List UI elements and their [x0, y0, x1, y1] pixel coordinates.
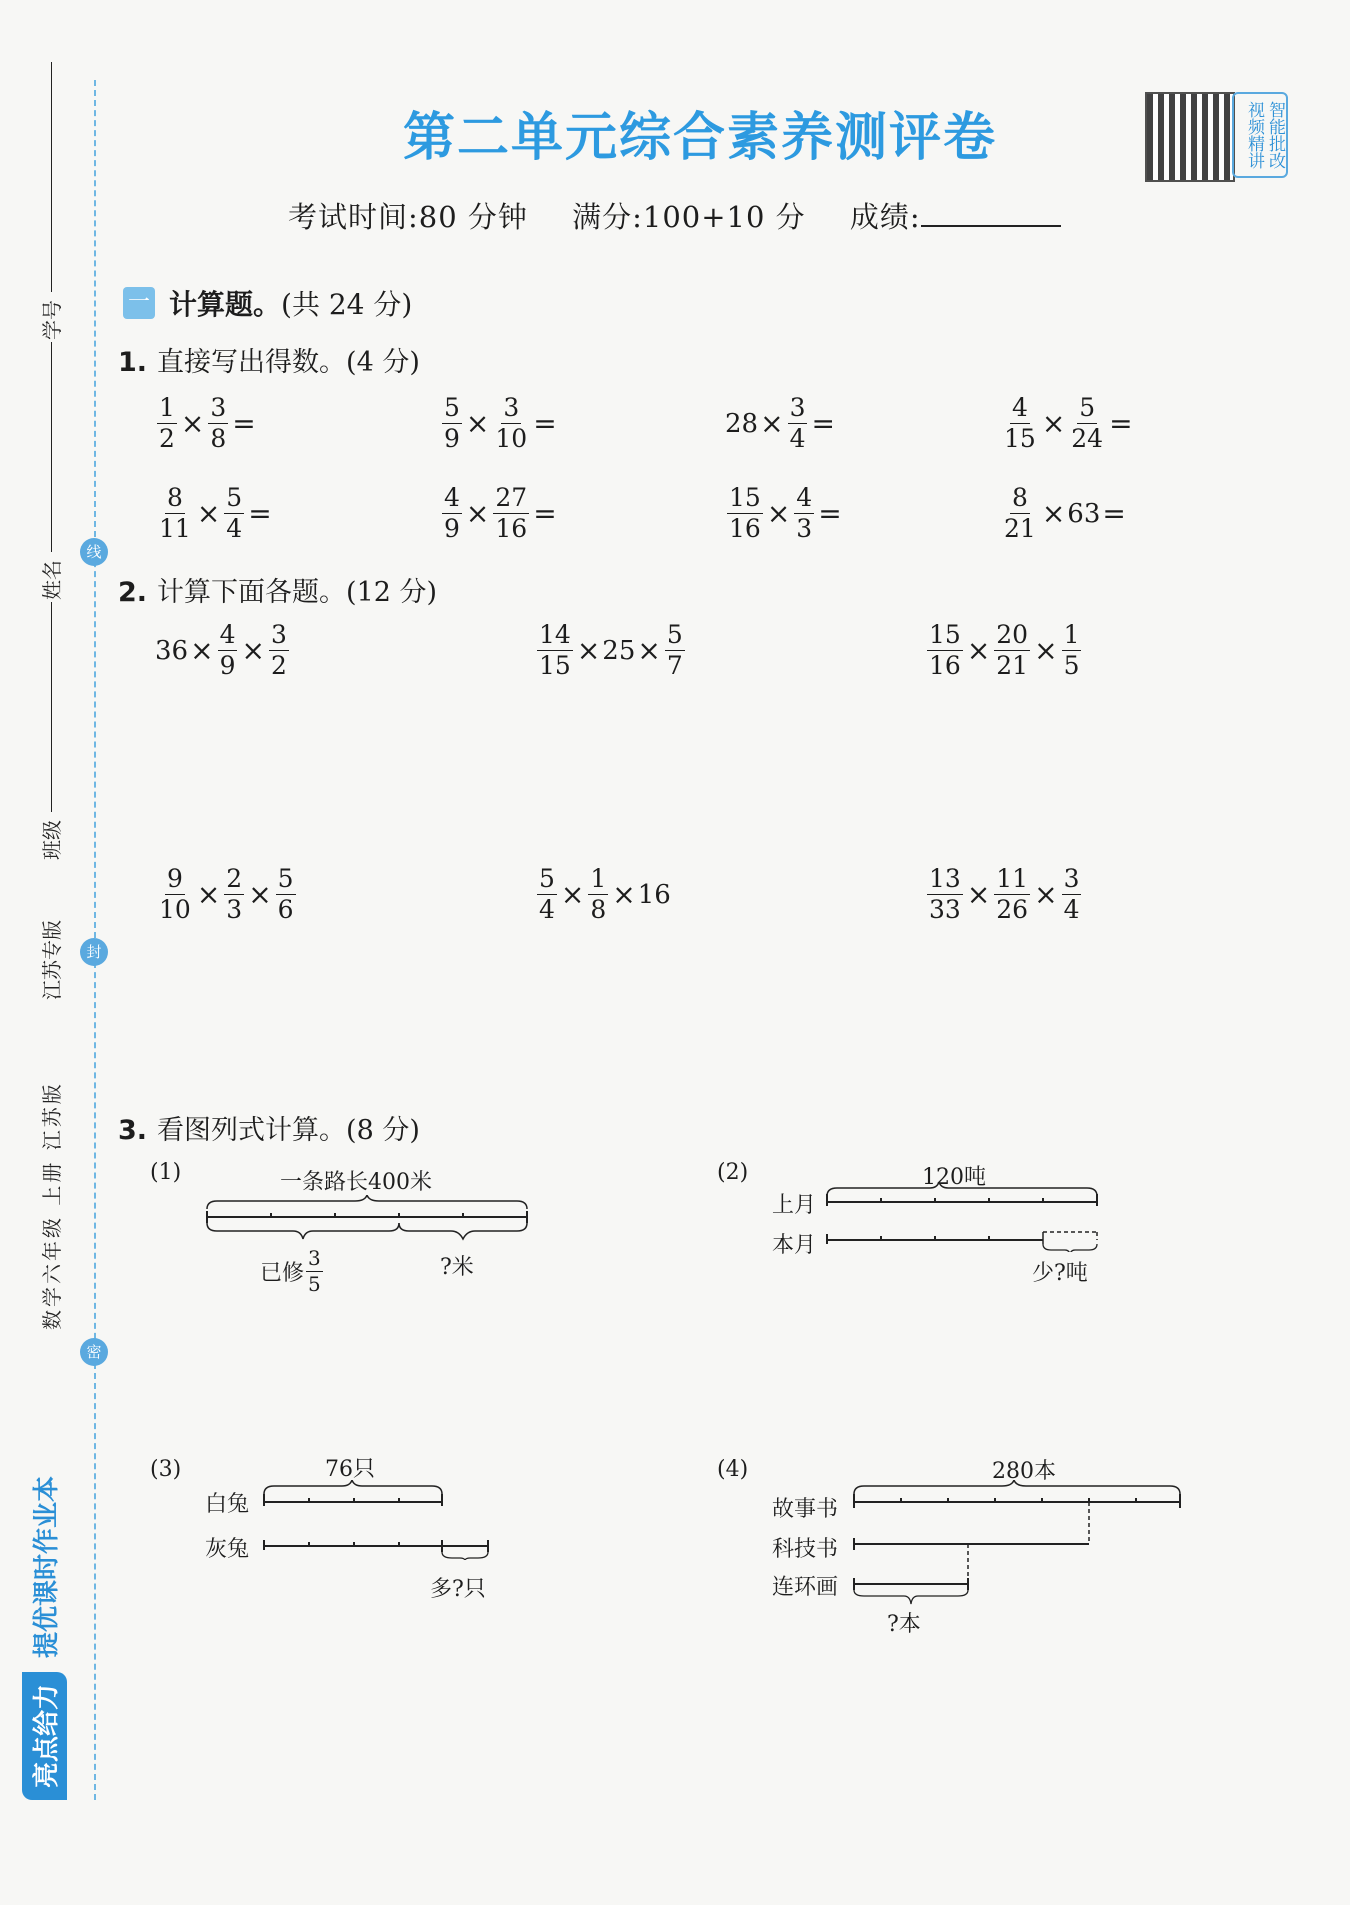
- numerator: 5: [665, 622, 685, 651]
- q1-expression: [725, 395, 837, 453]
- fraction: [493, 485, 529, 543]
- row-label-comics: 连环画: [772, 1575, 839, 1600]
- fraction: [276, 866, 296, 924]
- fraction: [1062, 866, 1082, 924]
- fraction: [442, 485, 462, 543]
- question-text: 看图列式计算。: [157, 1115, 347, 1146]
- fraction: [493, 395, 529, 453]
- class-label: 班级: [40, 820, 64, 860]
- denominator: 4: [789, 424, 806, 454]
- denominator: 21: [996, 651, 1029, 681]
- denominator: 9: [444, 424, 460, 454]
- equals-sign: =: [1102, 497, 1126, 531]
- repaired-text: 已修: [260, 1261, 305, 1286]
- diagram-label: (4): [717, 1457, 749, 1482]
- row-label-white-rabbit: 白兔: [205, 1492, 250, 1517]
- class-line: [50, 602, 52, 812]
- numerator: 1: [588, 866, 608, 895]
- cut-mark-line: 线: [80, 538, 108, 566]
- denominator: 10: [159, 895, 191, 925]
- denominator: 26: [996, 895, 1029, 925]
- fraction: [927, 622, 963, 680]
- less-label: 少?吨: [1032, 1261, 1088, 1286]
- fraction: [994, 866, 1030, 924]
- denominator: 33: [929, 895, 961, 925]
- score-blank[interactable]: [921, 201, 1061, 227]
- numerator: 4: [1010, 395, 1030, 424]
- brand: [22, 1476, 67, 1800]
- equals-sign: =: [1109, 407, 1133, 441]
- q1-expression: [1000, 485, 1128, 543]
- numerator: 8: [1010, 485, 1030, 514]
- numerator: 1: [157, 395, 177, 424]
- numerator: 3: [308, 1246, 321, 1270]
- brand-logo: 亮点给力: [22, 1672, 67, 1800]
- cut-mark-secret: 密: [80, 1338, 108, 1366]
- class-field: [36, 602, 65, 860]
- section-heading: [123, 283, 412, 323]
- fraction: [208, 395, 228, 453]
- denominator: 2: [159, 424, 175, 454]
- denominator: 10: [495, 424, 528, 454]
- numerator: 27: [493, 485, 529, 514]
- question-number: 3.: [118, 1115, 148, 1146]
- q1-expression: [440, 485, 559, 543]
- full-score: 满分:100+10 分: [572, 200, 806, 234]
- question-2: [118, 570, 437, 609]
- denominator: 7: [666, 651, 683, 681]
- student-id-label: 学号: [40, 300, 64, 340]
- numerator: 3: [788, 395, 808, 424]
- denominator: 5: [1063, 651, 1080, 681]
- white-rabbit-total: 76只: [325, 1457, 375, 1482]
- question-text: 计算下面各题。: [157, 577, 347, 608]
- total-label: 120吨: [922, 1165, 986, 1190]
- fraction: [788, 395, 808, 453]
- road-bar-svg: [205, 1195, 530, 1245]
- denominator: 16: [729, 514, 761, 544]
- q2-expression: [535, 866, 671, 924]
- q2-expression: [155, 622, 291, 680]
- q2-expression: [155, 866, 298, 924]
- diagram-label: (1): [150, 1160, 182, 1185]
- numerator: 13: [927, 866, 963, 895]
- fraction: [927, 866, 963, 924]
- denominator: 8: [590, 895, 607, 925]
- name-line: [50, 342, 52, 552]
- question-1: [118, 340, 420, 379]
- numerator: 3: [501, 395, 521, 424]
- row-label-science-books: 科技书: [772, 1537, 839, 1562]
- exam-info: [288, 195, 1095, 236]
- times-sign: ×: [637, 634, 661, 668]
- numerator: 5: [276, 866, 296, 895]
- fraction: [157, 485, 193, 543]
- cut-mark-seal: 封: [80, 938, 108, 966]
- times-sign: ×: [766, 497, 791, 531]
- storybook-total: 280本: [992, 1459, 1056, 1484]
- section-title: 计算题。: [169, 288, 282, 321]
- row-label-last-month: 上月: [772, 1193, 817, 1218]
- fraction: [157, 866, 193, 924]
- fraction: [588, 866, 608, 924]
- fraction: [442, 395, 462, 453]
- numerator: 9: [165, 866, 185, 895]
- row-label-grey-rabbit: 灰兔: [205, 1537, 250, 1562]
- times-sign: ×: [1034, 878, 1058, 912]
- section-points: (共 24 分): [281, 288, 413, 321]
- numerator: 1: [1062, 622, 1082, 651]
- qr-caption: 智能批改视频精讲: [1232, 92, 1288, 178]
- denominator: 21: [1004, 514, 1036, 544]
- numerator: 4: [218, 622, 238, 651]
- denominator: 24: [1071, 424, 1104, 454]
- times-sign: ×: [190, 634, 214, 668]
- name-label: 姓名: [40, 560, 64, 600]
- times-sign: ×: [1041, 407, 1066, 441]
- times-sign: ×: [1041, 497, 1066, 531]
- fraction: [1002, 395, 1038, 453]
- row-label-this-month: 本月: [772, 1233, 817, 1258]
- times-sign: ×: [966, 634, 991, 668]
- times-sign: ×: [465, 407, 490, 441]
- numerator: 3: [208, 395, 228, 424]
- question-points: (8 分): [346, 1115, 420, 1146]
- numerator: 3: [1062, 866, 1082, 895]
- fraction: [537, 866, 557, 924]
- q2-expression: [925, 622, 1083, 680]
- exam-time: 考试时间:80 分钟: [288, 200, 528, 234]
- question-points: (12 分): [346, 577, 438, 608]
- numerator: 20: [994, 622, 1030, 651]
- equals-sign: =: [811, 407, 835, 441]
- comics-unknown-label: ?本: [887, 1612, 921, 1637]
- equals-sign: =: [533, 497, 557, 531]
- fraction: [665, 622, 685, 680]
- special-edition: 江苏专版: [40, 920, 64, 1000]
- q1-expression: [440, 395, 559, 453]
- numerator: 15: [727, 485, 763, 514]
- question-text: 直接写出得数。: [157, 347, 347, 378]
- denominator: 16: [929, 651, 961, 681]
- times-sign: ×: [760, 407, 784, 441]
- numerator: 4: [442, 485, 462, 514]
- diagram-1: [150, 1160, 550, 1300]
- fraction: [218, 622, 238, 680]
- diagram-label: (3): [150, 1457, 182, 1482]
- numerator: 3: [269, 622, 289, 651]
- page-title: 第二单元综合素养测评卷: [402, 107, 997, 168]
- times-sign: ×: [196, 878, 221, 912]
- denominator: 5: [308, 1272, 321, 1296]
- numerator: 5: [442, 395, 462, 424]
- denominator: 8: [210, 424, 227, 454]
- times-sign: ×: [576, 634, 601, 668]
- times-sign: ×: [1034, 634, 1058, 668]
- denominator: 11: [159, 514, 191, 544]
- numerator: 5: [224, 485, 244, 514]
- numerator: 15: [927, 622, 963, 651]
- diagram-4: [717, 1452, 1197, 1642]
- q2-expression: [535, 622, 687, 680]
- question-number: 1.: [118, 347, 148, 378]
- denominator: 9: [219, 651, 236, 681]
- repaired-fraction: [306, 1248, 323, 1295]
- denominator: 4: [1063, 895, 1080, 925]
- denominator: 3: [796, 514, 813, 544]
- q1-expression: [725, 485, 844, 543]
- denominator: 15: [539, 651, 571, 681]
- denominator: 16: [495, 514, 528, 544]
- question-3: [118, 1108, 420, 1147]
- denominator: 6: [277, 895, 294, 925]
- diagram-2: [717, 1160, 1117, 1300]
- q1-expression: [155, 395, 258, 453]
- book-info: 数学六年级 上册 江苏版: [40, 1081, 64, 1330]
- fraction: [1002, 485, 1038, 543]
- times-sign: ×: [196, 497, 221, 531]
- fraction: [224, 866, 244, 924]
- book-bars-svg: [852, 1480, 1192, 1610]
- denominator: 4: [539, 895, 555, 925]
- more-label: 多?只: [430, 1577, 486, 1602]
- whole-number: 63: [1067, 498, 1101, 529]
- rabbit-bars-svg: [262, 1480, 502, 1560]
- times-sign: ×: [966, 878, 991, 912]
- whole-number: 36: [155, 635, 189, 666]
- denominator: 2: [270, 651, 287, 681]
- numerator: 11: [994, 866, 1030, 895]
- times-sign: ×: [180, 407, 205, 441]
- times-sign: ×: [612, 878, 636, 912]
- fraction: [994, 622, 1030, 680]
- repaired-label: [260, 1248, 325, 1295]
- equals-sign: =: [232, 407, 256, 441]
- fraction: [224, 485, 244, 543]
- diagram-label: (2): [717, 1160, 749, 1185]
- name-field: [36, 342, 65, 600]
- numerator: 14: [537, 622, 573, 651]
- fraction: [537, 622, 573, 680]
- score-label: 成绩:: [849, 200, 921, 234]
- fraction: [1069, 395, 1105, 453]
- times-sign: ×: [465, 497, 490, 531]
- equals-sign: =: [248, 497, 272, 531]
- fraction: [157, 395, 177, 453]
- month-bars-svg: [825, 1182, 1110, 1252]
- equals-sign: =: [533, 407, 557, 441]
- numerator: 5: [537, 866, 557, 895]
- denominator: 9: [444, 514, 460, 544]
- numerator: 8: [165, 485, 185, 514]
- section-number: 一: [123, 287, 155, 319]
- fraction: [727, 485, 763, 543]
- fraction: [1062, 622, 1082, 680]
- diagram-3: [150, 1452, 530, 1602]
- denominator: 4: [226, 514, 243, 544]
- times-sign: ×: [241, 634, 265, 668]
- row-label-storybooks: 故事书: [772, 1497, 839, 1522]
- qr-code-icon[interactable]: [1145, 92, 1235, 182]
- numerator: 5: [1077, 395, 1097, 424]
- q2-expression: [925, 866, 1083, 924]
- whole-number: 25: [602, 635, 636, 666]
- brand-name: 提优课时作业本: [32, 1475, 62, 1658]
- fraction: [794, 485, 814, 543]
- numerator: 2: [224, 866, 244, 895]
- question-points: (4 分): [346, 347, 420, 378]
- question-number: 2.: [118, 577, 148, 608]
- remaining-label: ?米: [440, 1255, 474, 1280]
- denominator: 15: [1004, 424, 1036, 454]
- total-length-label: 一条路长400米: [280, 1170, 432, 1195]
- numerator: 4: [794, 485, 814, 514]
- equals-sign: =: [818, 497, 842, 531]
- q1-expression: [155, 485, 274, 543]
- whole-number: 28: [725, 408, 759, 439]
- times-sign: ×: [248, 878, 272, 912]
- q1-expression: [1000, 395, 1135, 453]
- denominator: 3: [226, 895, 243, 925]
- fraction: [269, 622, 289, 680]
- whole-number: 16: [637, 879, 671, 910]
- times-sign: ×: [560, 878, 585, 912]
